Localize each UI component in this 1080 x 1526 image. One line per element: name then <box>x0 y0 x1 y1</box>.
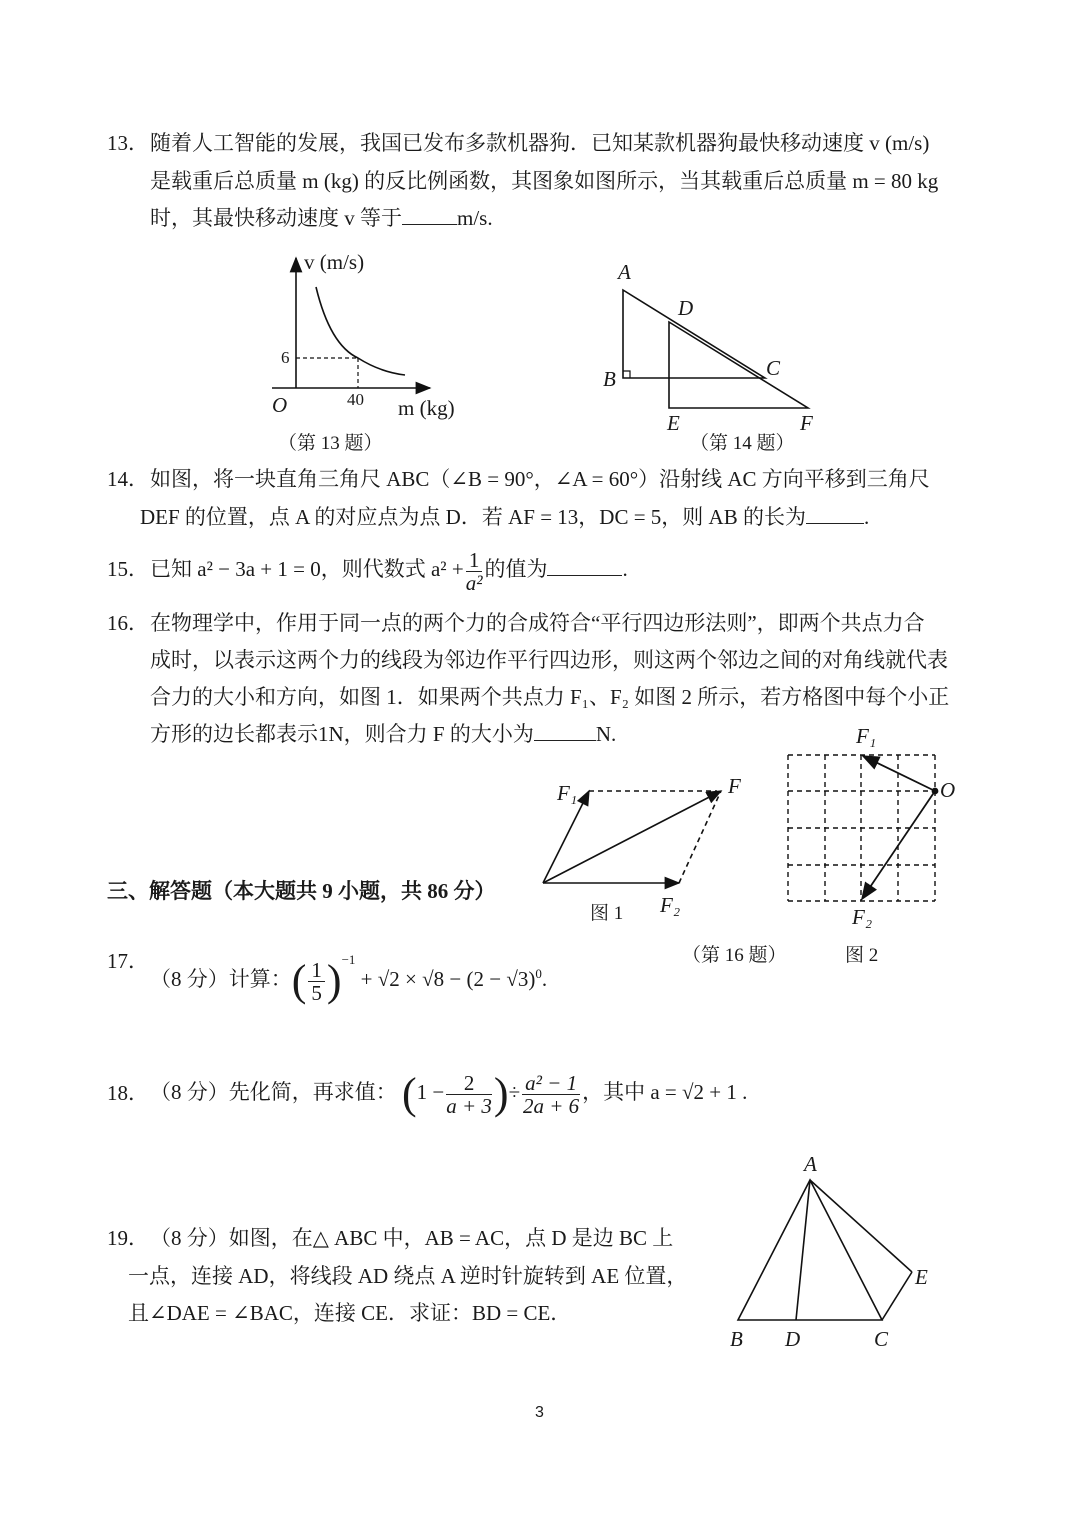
q14-line1: 如图，将一块直角三角尺 ABC（∠B = 90°，∠A = 60°）沿射线 AC 方向平移到三角尺 <box>150 467 930 491</box>
q16-answer-blank[interactable] <box>534 722 596 741</box>
q13-line2: 是载重后总质量 m (kg) 的反比例函数，其图象如图所示，当其载重后总质量 m = 80 kg <box>150 169 939 193</box>
q15-text2: 的值为 <box>484 557 548 581</box>
q13-xlabel: m (kg) <box>398 396 455 420</box>
q16-line4-text: 方形的边长都表示1N，则合力 F 的大小为 <box>150 722 534 746</box>
fig1-caption: 图 1 <box>590 903 624 924</box>
q17-expression: + √2 × √8 − (2 − √3) <box>360 967 536 991</box>
q15-number: 15． <box>107 557 149 581</box>
label-a: A <box>618 260 631 284</box>
fig1-label-f1: F₁ <box>557 781 578 805</box>
q15-answer-blank[interactable] <box>547 557 622 576</box>
q15-fraction <box>466 549 483 594</box>
q13-graph <box>272 258 430 388</box>
q15-period: . <box>622 557 628 581</box>
segment-ce <box>882 1272 912 1320</box>
frac-denominator: 5 <box>311 980 322 1005</box>
q16-line4 <box>150 721 616 747</box>
q18-one-minus: 1 − <box>416 1080 445 1104</box>
fig2-label-f2: F₂ <box>852 905 873 929</box>
frac-denominator: 2a + 6 <box>523 1093 580 1118</box>
label-e: E <box>667 411 680 435</box>
label-c: C <box>766 356 781 380</box>
q17-exponent2: 0 <box>535 966 542 981</box>
q19-label-c: C <box>874 1327 889 1351</box>
q14-figure <box>623 290 808 408</box>
q19-figure <box>738 1180 912 1320</box>
q13-line1: 随着人工智能的发展，我国已发布多款机器狗．已知某款机器狗最快移动速度 v (m/s) <box>150 131 930 155</box>
q14-line2 <box>140 504 869 530</box>
q17-period: . <box>541 967 548 991</box>
point-o <box>933 789 938 794</box>
fig2-label-o: O <box>940 778 956 802</box>
q16-fig2-grid <box>788 755 935 901</box>
q13-caption: （第 13 题） <box>278 433 383 454</box>
q19-line3: 且∠DAE = ∠BAC，连接 CE．求证：BD = CE． <box>128 1301 572 1325</box>
q16-unit: N. <box>595 722 617 746</box>
q19-label-a: A <box>804 1152 817 1176</box>
arrow-f1 <box>863 756 935 791</box>
q14-period: . <box>863 505 870 529</box>
q13-line3-text: 时，其最快移动速度 v 等于 <box>150 206 402 230</box>
q18-condition: ，其中 a = √2 + 1 . <box>582 1080 748 1104</box>
q18-line: （8 分）先化简，再求值： (1 − $\frac{2}{a + 3}$ )÷ $\frac{\text{a² − 1}}{2a + 6}$ ，其中 a = √2 + 1 . <box>150 1069 748 1119</box>
q14-line2-text: DEF 的位置，点 A 的对应点为点 D．若 AF = 13，DC = 5，则 AB 的长为 <box>140 505 806 529</box>
q16-caption: （第 16 题） <box>682 945 787 966</box>
frac-denominator: a + 3 <box>446 1093 492 1118</box>
section-3-heading: 三、解答题（本大题共 9 小题，共 86 分） <box>107 879 496 903</box>
frac-numerator: 1 <box>308 959 325 982</box>
q16-line1: 在物理学中，作用于同一点的两个力的合成符合“平行四边形法则”，即两个共点力合 <box>150 611 925 635</box>
q19-label-b: B <box>730 1327 743 1351</box>
q13-ytick: 6 <box>281 348 290 367</box>
label-f: F <box>800 411 813 435</box>
q13-ylabel: v (m/s) <box>304 250 365 274</box>
q13-unit: m/s. <box>457 206 493 230</box>
dash-right <box>679 791 721 883</box>
fig1-label-f2: F₂ <box>660 893 681 917</box>
q18-text: （8 分）先化简，再求值： <box>150 1080 397 1104</box>
q15-text: 已知 a² − 3a + 1 = 0，则代数式 a² + <box>150 557 464 581</box>
q17-exponent1: −1 <box>341 952 356 967</box>
q16-line2: 成时，以表示这两个力的线段为邻边作平行四边形，则这两个邻边之间的对角线就代表 <box>150 648 948 672</box>
q16-line3: 合力的大小和方向，如图 1．如果两个共点力 F₁、F₂ 如图 2 所示，若方格图中每个小正 <box>150 685 950 709</box>
q13-number: 13． <box>107 131 149 155</box>
frac-denominator: a² <box>465 570 483 595</box>
q14-caption: （第 14 题） <box>690 433 795 454</box>
triangle-def <box>669 322 808 408</box>
label-b: B <box>603 367 616 391</box>
q19-label-e: E <box>915 1265 928 1289</box>
q18-fraction2 <box>522 1072 580 1117</box>
frac-numerator: 2 <box>446 1072 492 1095</box>
frac-numerator: a² − 1 <box>522 1072 580 1095</box>
right-angle-mark <box>623 371 630 378</box>
q18-divide: ÷ <box>508 1080 521 1104</box>
q19-line2: 一点，连接 AD，将线段 AD 绕点 A 逆时针旋转到 AE 位置， <box>128 1264 688 1288</box>
q13-origin: O <box>272 393 288 417</box>
fig1-label-f: F <box>728 774 741 798</box>
segment-ae <box>810 1180 912 1272</box>
q13-xtick: 40 <box>347 390 364 409</box>
q19-number: 19． <box>107 1226 149 1250</box>
q17-text: （8 分）计算： <box>150 967 292 991</box>
q19-line1: （8 分）如图，在△ ABC 中，AB = AC，点 D 是边 BC 上 <box>150 1226 674 1250</box>
page-number: 3 <box>535 1404 544 1421</box>
fig2-caption: 图 2 <box>845 945 879 966</box>
q16-number: 16． <box>107 611 149 635</box>
q15-line <box>150 545 628 594</box>
q18-fraction1 <box>446 1072 492 1117</box>
q19-label-d: D <box>785 1327 801 1351</box>
segment-ad <box>796 1180 810 1320</box>
triangle-abc <box>738 1180 882 1320</box>
q17-line: （8 分）计算：( $\frac{1}{5}$ )$^{-1} + √2 \times √8 - (2 - √3)^0$. <box>150 952 548 1006</box>
q14-number: 14． <box>107 467 149 491</box>
inverse-curve <box>316 287 405 375</box>
q18-number: 18． <box>107 1081 149 1105</box>
triangle-abc <box>623 290 765 378</box>
q17-number: 17． <box>107 949 149 973</box>
q14-answer-blank[interactable] <box>806 505 864 524</box>
fig2-label-f1: F₁ <box>856 724 877 748</box>
label-d: D <box>678 296 694 320</box>
q17-fraction <box>308 959 325 1004</box>
frac-numerator: 1 <box>466 549 483 572</box>
